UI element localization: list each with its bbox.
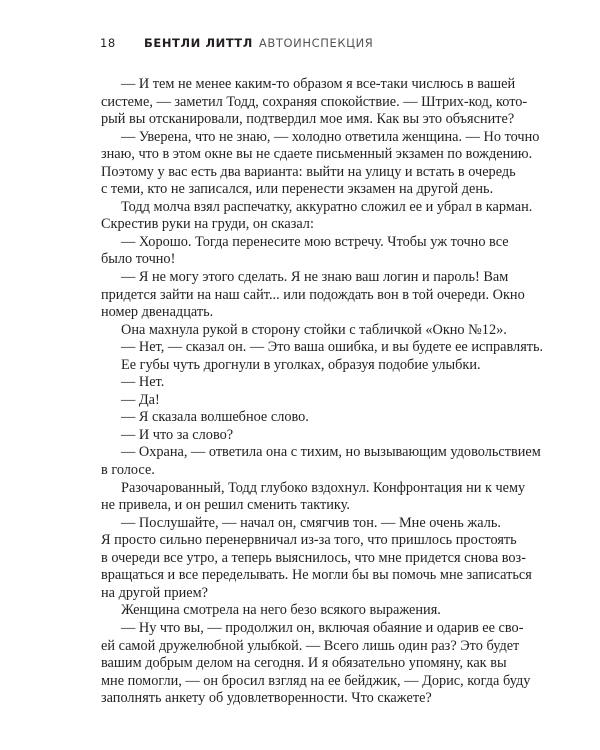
page-number: 18 (100, 36, 116, 50)
text-line: системе, — заметил Тодд, сохраняя спокойствие. — Штрих-код, кото- (101, 93, 528, 110)
text-line: в очереди все утро, а теперь выяснилось, что мне придется снова воз- (101, 549, 526, 566)
paragraph (101, 321, 507, 340)
paragraph (101, 427, 501, 445)
paragraph (101, 409, 501, 427)
text-line: на другой прием? (101, 584, 209, 601)
paragraph (101, 392, 501, 410)
text-line: — Хорошо. Тогда перенесите мою встречу. Чтобы уж точно все (121, 233, 509, 250)
text-line: — Охрана, — ответила она с тихим, но вызывающим удовольствием (121, 444, 541, 461)
text-line: Скрестив руки на груди, он сказал: (101, 216, 314, 233)
running-header (100, 36, 373, 50)
text-line: Поэтому у вас есть два варианта: выйти на улицу и встать в очередь (101, 163, 516, 180)
text-line: Разочарованный, Тодд глубоко вздохнул. Конфронтация ни к чему (121, 479, 526, 496)
paragraph (101, 374, 501, 392)
paragraph (101, 269, 525, 322)
paragraph (101, 479, 526, 515)
text-line: не привела, и он решил сменить тактику. (101, 497, 350, 514)
text-line: рый вы отсканировали, подтвердил мое имя. Как вы это объясните? (101, 111, 515, 128)
text-line: номер двенадцать. (101, 304, 214, 321)
header-title: АВТОИНСПЕКЦИЯ (258, 36, 374, 50)
text-line: ей самой дружелюбной улыбкой. — Всего лишь один раз? Это будет (101, 637, 520, 654)
text-line: Тодд молча взял распечатку, аккуратно сложил ее и убрал в карман. (121, 198, 533, 215)
text-line: — Ну что вы, — продолжил он, включая обаяние и одарив ее сво- (121, 619, 524, 636)
text-line: — Я не могу этого сделать. Я не знаю ваш логин и пароль! Вам (121, 269, 509, 286)
paragraph (101, 76, 528, 129)
text-line: было точно! (101, 251, 176, 268)
paragraph (101, 602, 501, 620)
text-line: Женщина смотрела на него безо всякого выражения. (121, 602, 441, 619)
text-line: заполнять анкету об удовлетворенности. Что скажете? (101, 690, 432, 707)
paragraph (101, 514, 532, 603)
text-line: — Послушайте, — начал он, смягчив тон. — Мне очень жаль. (121, 514, 501, 531)
header-author: БЕНТЛИ ЛИТТЛ (144, 36, 253, 50)
text-line: — Да! (121, 391, 160, 408)
paragraph (101, 357, 501, 375)
text-line: — Я сказала волшебное слово. (121, 409, 309, 426)
text-line: — И тем не менее каким-то образом я все-таки числюсь в вашей (121, 76, 516, 92)
paragraph (101, 128, 540, 199)
text-line: Я просто сильно перенервничал из-за того, что пришлось простоять (101, 532, 517, 549)
paragraph (101, 339, 544, 357)
paragraph (101, 619, 531, 708)
text-line: Ее губы чуть дрогнули в уголках, образуя подобие улыбки. (121, 356, 481, 373)
paragraph (101, 198, 533, 234)
paragraph (101, 233, 509, 269)
text-line: — Уверена, что не знаю, — холодно ответила женщина. — Но точно (121, 128, 540, 145)
text-line: мне помогли, — он бросил взгляд на ее бейджик, — Дорис, когда буду (101, 672, 531, 689)
text-line: в голосе. (101, 462, 155, 479)
text-line: знаю, что в этом окне вы не сдаете письменный экзамен по вождению. (101, 146, 533, 163)
text-line: — Нет, — сказал он. — Это ваша ошибка, и вы будете ее исправлять. (121, 339, 544, 356)
text-line: вращаться и все переделывать. Не могли бы вы помочь мне записаться (101, 567, 532, 584)
text-line: — Нет. (121, 374, 165, 391)
text-line: вашим добрым делом на сегодня. И я обязательно упомяну, как вы (101, 655, 507, 672)
text-line: придется зайти на наш сайт... или подождать вон в той очереди. Окно (101, 286, 525, 303)
text-line: с теми, кто не записался, или перенести экзамен на другой день. (101, 181, 494, 198)
text-line: — И что за слово? (121, 426, 234, 443)
paragraph (101, 444, 541, 479)
body-text (101, 76, 544, 708)
text-line: Она махнула рукой в сторону стойки с табличкой «Окно №12». (121, 321, 507, 338)
